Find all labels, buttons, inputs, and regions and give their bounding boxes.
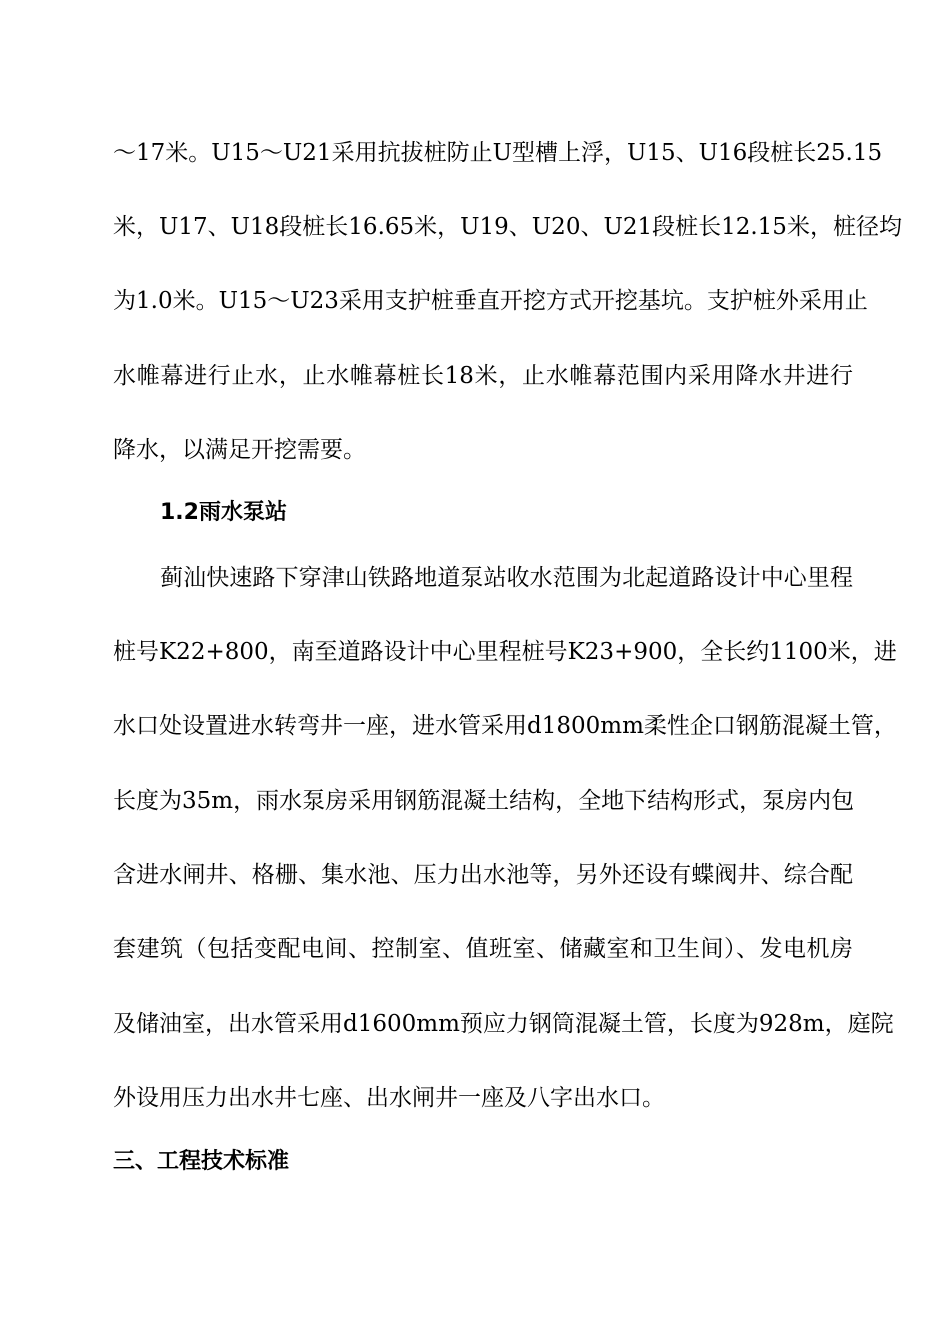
paragraph-2-line-3: 水口处设置进水转弯井一座，进水管采用d1800mm柔性企口钢筋混凝土管， <box>113 713 897 739</box>
paragraph-1-line-1: ～17米。U15～U21采用抗拔桩防止U型槽上浮，U15、U16段桩长25.15 <box>113 140 883 166</box>
paragraph-1-line-2: 米，U17、U18段桩长16.65米，U19、U20、U21段桩长12.15米，桩径均 <box>113 214 902 240</box>
paragraph-1-line-4: 水帷幕进行止水，止水帷幕桩长18米，止水帷幕范围内采用降水井进行 <box>113 363 853 389</box>
paragraph-1-line-3: 为1.0米。U15～U23采用支护桩垂直开挖方式开挖基坑。支护桩外采用止 <box>113 288 868 314</box>
paragraph-2-line-7: 及储油室，出水管采用d1600mm预应力钢筒混凝土管，长度为928m，庭院 <box>113 1011 894 1037</box>
chapter-heading: 三、工程技术标准 <box>113 1149 290 1174</box>
section-heading: 1.2雨水泵站 <box>160 500 287 525</box>
paragraph-2-line-4: 长度为35m，雨水泵房采用钢筋混凝土结构，全地下结构形式，泵房内包 <box>113 788 855 814</box>
paragraph-2-line-5: 含进水闸井、格栅、集水池、压力出水池等，另外还设有蝶阀井、综合配 <box>113 862 853 888</box>
paragraph-2-line-2: 桩号K22+800，南至道路设计中心里程桩号K23+900，全长约1100米，进 <box>113 639 897 665</box>
paragraph-2-line-8: 外设用压力出水井七座、出水闸井一座及八字出水口。 <box>113 1085 665 1111</box>
paragraph-2-line-6: 套建筑（包括变配电间、控制室、值班室、储藏室和卫生间）、发电机房 <box>113 936 853 962</box>
paragraph-1-line-5: 降水，以满足开挖需要。 <box>113 437 366 463</box>
paragraph-2-line-1: 蓟汕快速路下穿津山铁路地道泵站收水范围为北起道路设计中心里程 <box>160 565 853 591</box>
